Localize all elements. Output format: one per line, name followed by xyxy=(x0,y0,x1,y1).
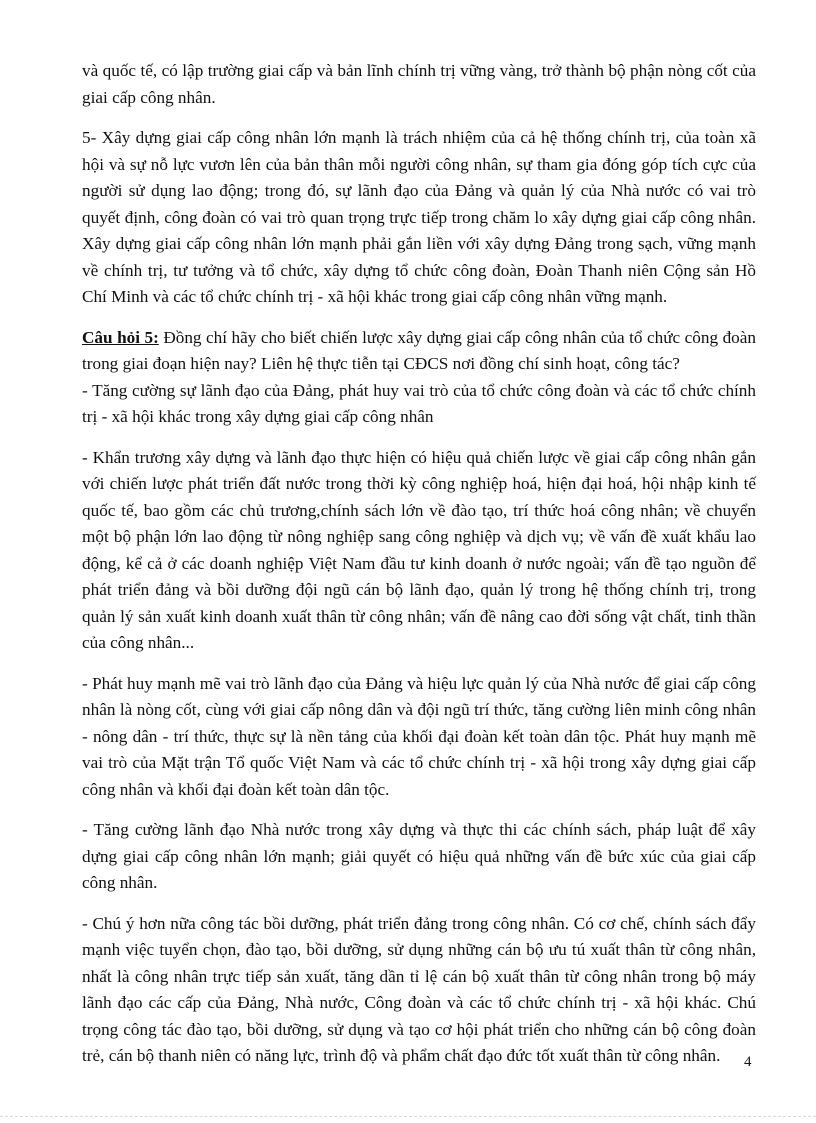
answer-point-5: - Chú ý hơn nữa công tác bồi dưỡng, phát triển đảng trong công nhân. Có cơ chế, chính sách đẩy mạnh việc tuyển chọn, đào tạo, bồi dưỡng, sử dụng những cán bộ ưu tú xuất thân từ công nhân, nhất là công nhân trực tiếp sản xuất, tăng dần tỉ lệ cán bộ xuất thân từ công nhân trong bộ máy lãnh đạo các cấp của Đảng, Nhà nước, Công đoàn và các tổ chức chính trị - xã hội khác. Chú trọng công tác đào tạo, bồi dưỡng, sử dụng và tạo cơ hội phát triển cho những cán bộ công đoàn trẻ, cán bộ thanh niên có năng lực, trình độ và phẩm chất đạo đức tốt xuất thân từ công nhân. xyxy=(82,913,756,1065)
answer-point-3: - Phát huy mạnh mẽ vai trò lãnh đạo của Đảng và hiệu lực quản lý của Nhà nước để giai cấp công nhân là nòng cốt, cùng với giai cấp nông dân và đội ngũ trí thức, tăng cường liên minh công nhân - nông dân - trí thức, thực sự là nền tảng của khối đại đoàn kết toàn dân tộc. Phát huy mạnh mẽ vai trò của Mặt trận Tổ quốc Việt Nam và các tổ chức chính trị - xã hội trong xây dựng giai cấp công nhân và khối đại đoàn kết toàn dân tộc. xyxy=(82,673,756,799)
answer-point-2: - Khẩn trương xây dựng và lãnh đạo thực hiện có hiệu quả chiến lược về giai cấp công nhân gắn với chiến lược phát triển đất nước trong thời kỳ công nghiệp hoá, hiện đại hoá, hội nhập kinh tế quốc tế, bao gồm các chủ trương,chính sách lớn về đào tạo, trí thức hoá công nhân; về chuyển một bộ phận lớn lao động từ nông nghiệp sang công nghiệp và dịch vụ; về vấn đề xuất khẩu lao động, kể cả ở các doanh nghiệp Việt Nam đầu tư kinh doanh ở nước ngoài; vấn đề tạo nguồn để phát triển đảng và bồi dưỡng đội ngũ cán bộ lãnh đạo, quản lý trong hệ thống chính trị, trong quản lý sản xuất kinh doanh xuất thân từ công nhân; vấn đề nâng cao đời sống vật chất, tinh thần của công nhân... xyxy=(82,447,756,652)
question-5-text: Đồng chí hãy cho biết chiến lược xây dựng giai cấp công nhân của tổ chức công đoàn trong giai đoạn hiện nay? Liên hệ thực tiễn tại CĐCS nơi đồng chí sinh hoạt, công tác? xyxy=(82,327,756,373)
question-5 xyxy=(82,325,756,378)
document-body xyxy=(82,58,756,1070)
page-number: 4 xyxy=(744,1054,752,1070)
page-divider xyxy=(0,1116,816,1117)
question-5-label: Câu hỏi 5: xyxy=(82,327,159,347)
answer-point-1: - Tăng cường sự lãnh đạo của Đảng, phát huy vai trò của tổ chức công đoàn và các tổ chức chính trị - xã hội khác trong xây dựng giai cấp công nhân xyxy=(82,380,756,426)
answer-point-4: - Tăng cường lãnh đạo Nhà nước trong xây dựng và thực thi các chính sách, pháp luật để xây dựng giai cấp công nhân lớn mạnh; giải quyết có hiệu quả những vấn đề bức xúc của giai cấp công nhân. xyxy=(82,820,756,892)
paragraph-continuation: và quốc tế, có lập trường giai cấp và bản lĩnh chính trị vững vàng, trở thành bộ phận nòng cốt của giai cấp công nhân. xyxy=(82,61,756,107)
paragraph-point-5: 5- Xây dựng giai cấp công nhân lớn mạnh là trách nhiệm của cả hệ thống chính trị, của toàn xã hội và sự nỗ lực vươn lên của bản thân mỗi người công nhân, sự tham gia đóng góp tích cực của người sử dụng lao động; trong đó, sự lãnh đạo của Đảng và quản lý của Nhà nước có vai trò quyết định, công đoàn có vai trò quan trọng trực tiếp trong chăm lo xây dựng giai cấp công nhân. Xây dựng giai cấp công nhân lớn mạnh phải gắn liền với xây dựng Đảng trong sạch, vững mạnh về chính trị, tư tưởng và tổ chức, xây dựng tổ chức công đoàn, Đoàn Thanh niên Cộng sản Hồ Chí Minh và các tổ chức chính trị - xã hội khác trong giai cấp công nhân vững mạnh. xyxy=(82,128,756,306)
